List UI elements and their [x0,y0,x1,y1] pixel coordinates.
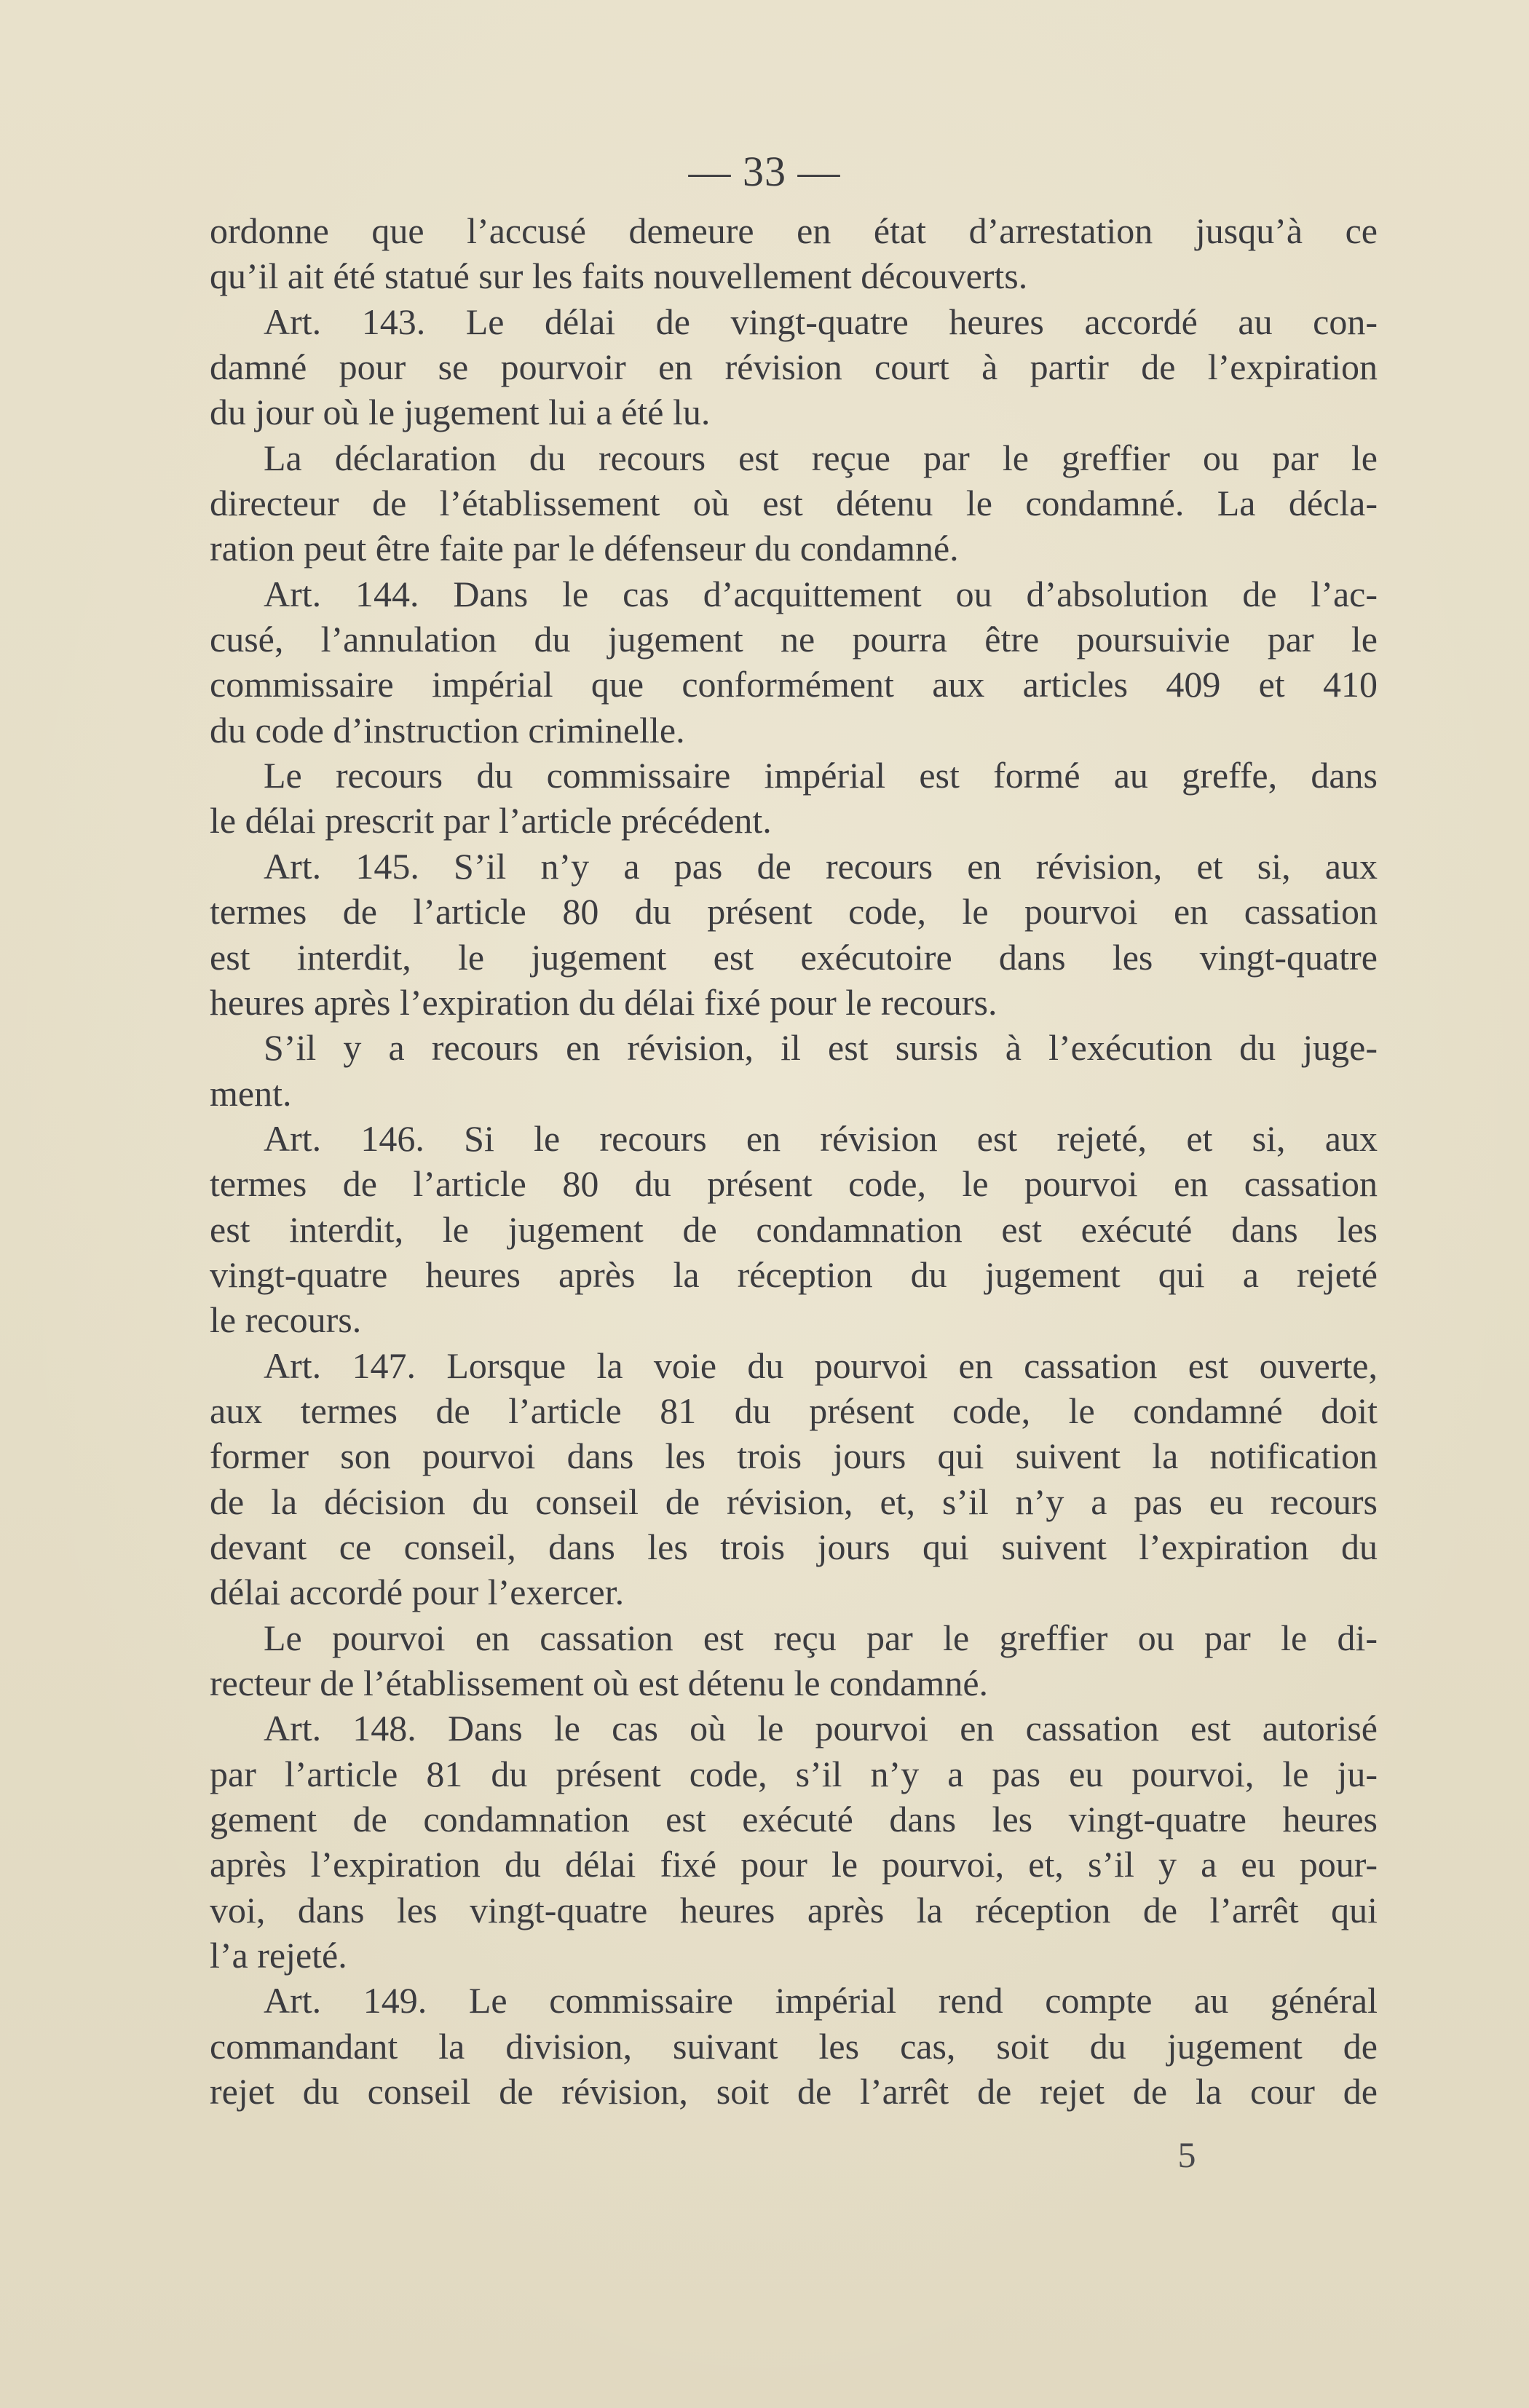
text-line: commandant la division, suivant les cas, soit du jugement de [210,2025,1378,2067]
text-line: est interdit, le jugement est exécutoire dans les vingt-quatre [210,936,1378,978]
article-heading-line: Art. 143. Le délai de vingt-quatre heures accordé au con- [264,301,1378,342]
text-line: ordonne que l’accusé demeure en état d’arrestation jusqu’à ce [210,210,1378,251]
text-line: recteur de l’établissement où est détenu le condamné. [210,1663,989,1703]
text-line: délai accordé pour l’exercer. [210,1572,625,1613]
text-line: voi, dans les vingt-quatre heures après la réception de l’arrêt qui [210,1889,1378,1930]
text-line: du jour où le jugement lui a été lu. [210,392,711,433]
article-heading-line: Art. 144. Dans le cas d’acquittement ou d’absolution de l’ac- [264,573,1378,614]
paragraph-start-line: Le recours du commissaire impérial est formé au greffe, dans [264,755,1378,796]
signature-mark: 5 [1177,2134,1196,2175]
paragraph-start-line: Le pourvoi en cassation est reçu par le greffier ou par le di- [264,1617,1378,1658]
text-line: directeur de l’établissement où est détenu le condamné. La décla- [210,483,1378,524]
text-line: commissaire impérial que conformément aux articles 409 et 410 [210,664,1378,705]
text-line: cusé, l’annulation du jugement ne pourra être poursuivie par le [210,619,1378,660]
text-line: termes de l’article 80 du présent code, le pourvoi en cassation [210,1163,1378,1205]
text-line: vingt-quatre heures après la réception du jugement qui a rejeté [210,1253,1378,1295]
text-line: former son pourvoi dans les trois jours qui suivent la notification [210,1435,1378,1477]
text-line: termes de l’article 80 du présent code, le pourvoi en cassation [210,891,1378,932]
article-heading-line: Art. 147. Lorsque la voie du pourvoi en cassation est ouverte, [264,1344,1378,1386]
text-line: l’a rejeté. [210,1935,347,1976]
text-line: devant ce conseil, dans les trois jours qui suivent l’expiration du [210,1526,1378,1567]
text-line: après l’expiration du délai fixé pour le pourvoi, et, s’il y a eu pour- [210,1844,1378,1885]
text-line: gement de condamnation est exécuté dans les vingt-quatre heures [210,1799,1378,1840]
text-line: heures après l’expiration du délai fixé pour le recours. [210,981,997,1023]
text-line: damné pour se pourvoir en révision court à partir de l’expiration [210,346,1378,388]
article-heading-line: Art. 149. Le commissaire impérial rend compte au général [264,1980,1378,2021]
text-line: de la décision du conseil de révision, et, s’il n’y a pas eu recours [210,1481,1378,1522]
page-number: — 33 — [688,148,841,195]
article-heading-line: Art. 146. Si le recours en révision est rejeté, et si, aux [264,1117,1378,1159]
text-line: le délai prescrit par l’article précédent. [210,800,772,841]
text-line: aux termes de l’article 81 du présent code, le condamné doit [210,1390,1378,1431]
article-heading-line: Art. 148. Dans le cas où le pourvoi en cassation est autorisé [264,1708,1378,1749]
paragraph-start-line: S’il y a recours en révision, il est sursis à l’exécution du juge- [264,1027,1378,1069]
text-line: ration peut être faite par le défenseur du condamné. [210,528,959,569]
text-line: par l’article 81 du présent code, s’il n’y a pas eu pourvoi, le ju- [210,1753,1378,1794]
text-line: ment. [210,1072,292,1114]
paragraph-start-line: La déclaration du recours est reçue par le greffier ou par le [264,437,1378,478]
body-text [210,208,1378,2114]
text-line: du code d’instruction criminelle. [210,709,685,750]
text-line: est interdit, le jugement de condamnation est exécuté dans les [210,1208,1378,1250]
text-line: rejet du conseil de révision, soit de l’arrêt de rejet de la cour de [210,2071,1378,2112]
article-heading-line: Art. 145. S’il n’y a pas de recours en révision, et si, aux [264,845,1378,887]
text-line: qu’il ait été statué sur les faits nouvellement découverts. [210,256,1028,297]
text-line: le recours. [210,1299,362,1341]
